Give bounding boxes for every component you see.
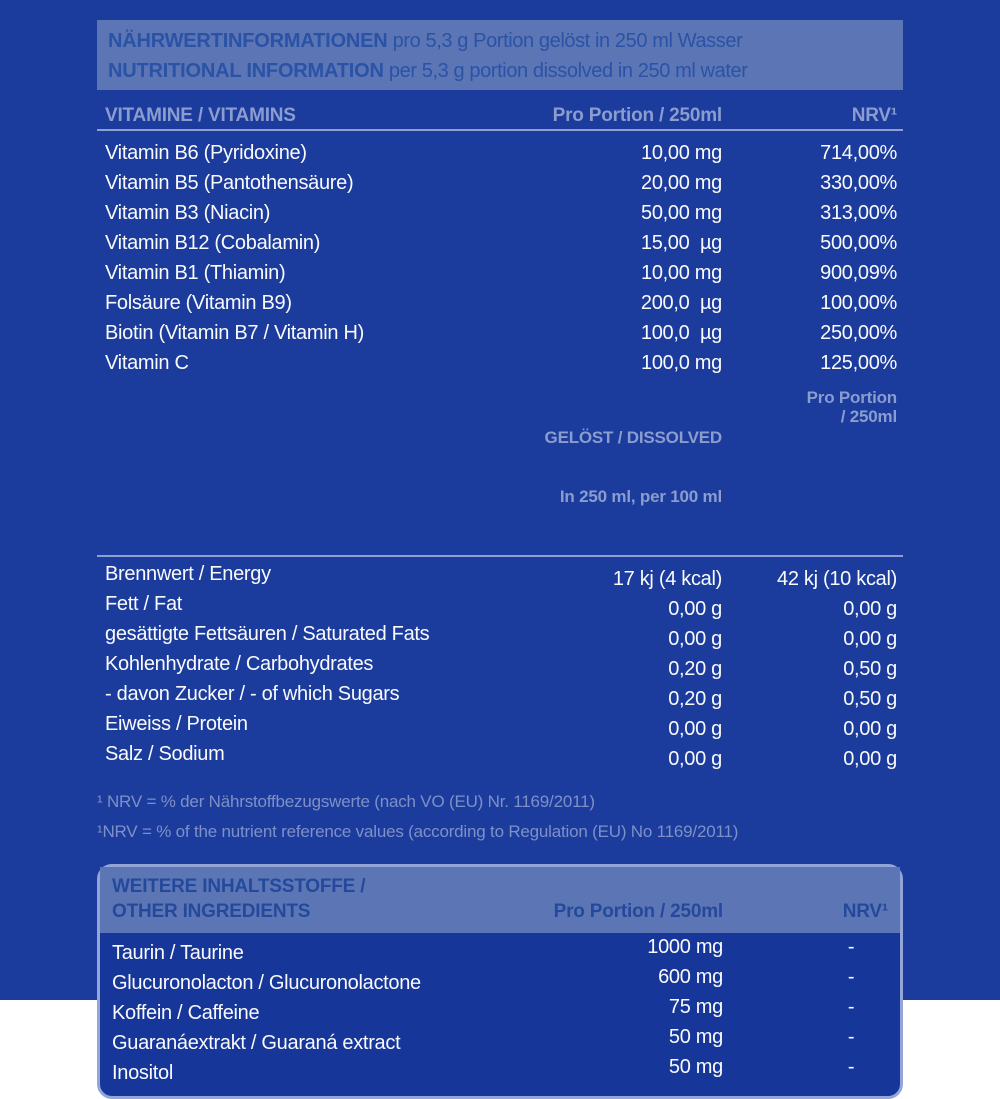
other-ingredients-box [97,864,903,1099]
row-nrv: 330,00% [820,172,897,194]
row-dissolved-value: 17 kj (4 kcal) [612,568,722,590]
row-amount: 1000 mg [647,936,723,958]
row-amount: 10,00 mg [641,262,722,284]
row-nrv: 313,00% [820,202,897,224]
macros-header-portion-line1: Pro Portion [806,388,897,407]
row-portion-value: 0,00 g [843,628,897,650]
row-amount: 600 mg [658,966,723,988]
table-row [97,348,903,378]
row-nrv: - [847,996,855,1018]
title-line-english [108,56,893,86]
row-label: Vitamin B5 (Pantothensäure) [105,172,354,194]
row-label: Eiweiss / Protein [105,713,248,735]
macros-header-portion [722,388,897,546]
table-row [97,138,903,168]
row-dissolved-value: 0,00 g [668,748,722,770]
row-nrv: - [847,1026,855,1048]
row-dissolved-value: 0,00 g [668,718,722,740]
row-label: gesättigte Fettsäuren / Saturated Fats [105,623,430,645]
row-label: Koffein / Caffeine [112,1002,260,1024]
row-amount: 50 mg [668,1026,723,1048]
table-row [112,968,888,998]
macros-header-spacer [105,388,522,546]
row-portion-value: 0,50 g [843,658,897,680]
row-portion-value: 0,50 g [843,688,897,710]
footnote-english: ¹NRV = % of the nutrient reference values (according to Regulation (EU) No 1169/2011) [97,822,739,841]
row-label: Folsäure (Vitamin B9) [105,292,292,314]
row-label: Biotin (Vitamin B7 / Vitamin H) [105,322,364,344]
macros-header-dissolved-line2: In 250 ml, per 100 ml [559,487,722,506]
footnotes [97,787,903,847]
row-nrv: 125,00% [820,352,897,374]
row-portion-value: 0,00 g [843,718,897,740]
row-label: Inositol [112,1062,173,1084]
row-label: Vitamin B3 (Niacin) [105,202,271,224]
table-row [97,649,903,679]
row-amount: 75 mg [668,996,723,1018]
row-dissolved-value: 0,20 g [668,658,722,680]
title-english-bold: NUTRITIONAL INFORMATION [108,60,384,82]
macros-table [97,559,903,769]
row-amount: 15,00 µg [640,232,722,254]
title-german-bold: NÄHRWERTINFORMATIONEN [108,30,388,52]
table-row [97,168,903,198]
other-ingredients-title-line1: WEITERE INHALTSSTOFFE / [112,876,366,897]
row-nrv: - [847,936,855,958]
row-nrv: 500,00% [820,232,897,254]
row-amount: 100,0 mg [641,352,722,374]
row-label: Salz / Sodium [105,743,225,765]
table-row [97,679,903,709]
row-nrv: - [847,1056,855,1078]
row-label: Taurin / Taurine [112,942,244,964]
row-label: - davon Zucker / - of which Sugars [105,683,400,705]
table-row [97,589,903,619]
title-english-rest: per 5,3 g portion dissolved in 250 ml water [383,60,748,82]
table-row [112,1028,888,1058]
macros-header-dissolved [522,388,722,546]
table-row [97,739,903,769]
table-row [97,258,903,288]
row-portion-value: 42 kj (10 kcal) [777,568,897,590]
other-ingredients-header-nrv: NRV¹ [842,901,888,922]
row-label: Kohlenhydrate / Carbohydrates [105,653,374,675]
row-nrv: 100,00% [820,292,897,314]
row-label: Fett / Fat [105,593,183,615]
vitamins-header-amount: Pro Portion / 250ml [552,105,722,126]
vitamins-table-header [97,103,903,129]
other-ingredients-header-amount: Pro Portion / 250ml [553,901,723,922]
row-label: Vitamin B6 (Pyridoxine) [105,142,307,164]
table-row [97,619,903,649]
row-nrv: 900,09% [820,262,897,284]
row-amount: 10,00 mg [641,142,722,164]
table-row [112,1058,888,1088]
other-ingredients-title [112,874,523,924]
title-line-german [108,26,893,56]
other-ingredients-title-line2: OTHER INGREDIENTS [112,901,311,922]
row-label: Vitamin C [105,352,189,374]
row-dissolved-value: 0,00 g [668,598,722,620]
row-portion-value: 0,00 g [843,598,897,620]
vitamins-header-rule [97,129,903,131]
row-amount: 200,0 µg [640,292,722,314]
vitamins-header-label: VITAMINE / VITAMINS [105,105,296,126]
row-amount: 50 mg [668,1056,723,1078]
row-portion-value: 0,00 g [843,748,897,770]
row-label: Guaranáextrakt / Guaraná extract [112,1032,401,1054]
table-row [112,938,888,968]
vitamins-table [97,138,903,378]
footnote-german: ¹ NRV = % der Nährstoffbezugswerte (nach VO (EU) Nr. 1169/2011) [97,792,595,811]
table-row [97,228,903,258]
macros-header-rule [97,555,903,557]
macros-header-portion-line2: / 250ml [840,407,897,426]
title-german-rest: pro 5,3 g Portion gelöst in 250 ml Wasser [387,30,743,52]
other-ingredients-table [100,933,900,1096]
label-content [97,0,903,1099]
row-nrv: 714,00% [820,142,897,164]
title-band [97,20,903,90]
table-row [97,709,903,739]
vitamins-header-nrv: NRV¹ [851,105,897,126]
table-row [97,318,903,348]
row-label: Glucuronolacton / Glucuronolactone [112,972,421,994]
table-row [112,998,888,1028]
row-label: Vitamin B1 (Thiamin) [105,262,286,284]
other-ingredients-header [100,867,900,933]
macros-header-dissolved-line1: GELÖST / DISSOLVED [544,428,722,447]
table-row [97,198,903,228]
table-row [97,288,903,318]
row-amount: 20,00 mg [641,172,722,194]
table-row [97,559,903,589]
macros-table-header [97,388,903,546]
row-amount: 100,0 µg [640,322,722,344]
row-dissolved-value: 0,20 g [668,688,722,710]
row-dissolved-value: 0,00 g [668,628,722,650]
row-amount: 50,00 mg [641,202,722,224]
row-label: Vitamin B12 (Cobalamin) [105,232,321,254]
row-nrv: 250,00% [820,322,897,344]
row-nrv: - [847,966,855,988]
row-label: Brennwert / Energy [105,563,271,585]
